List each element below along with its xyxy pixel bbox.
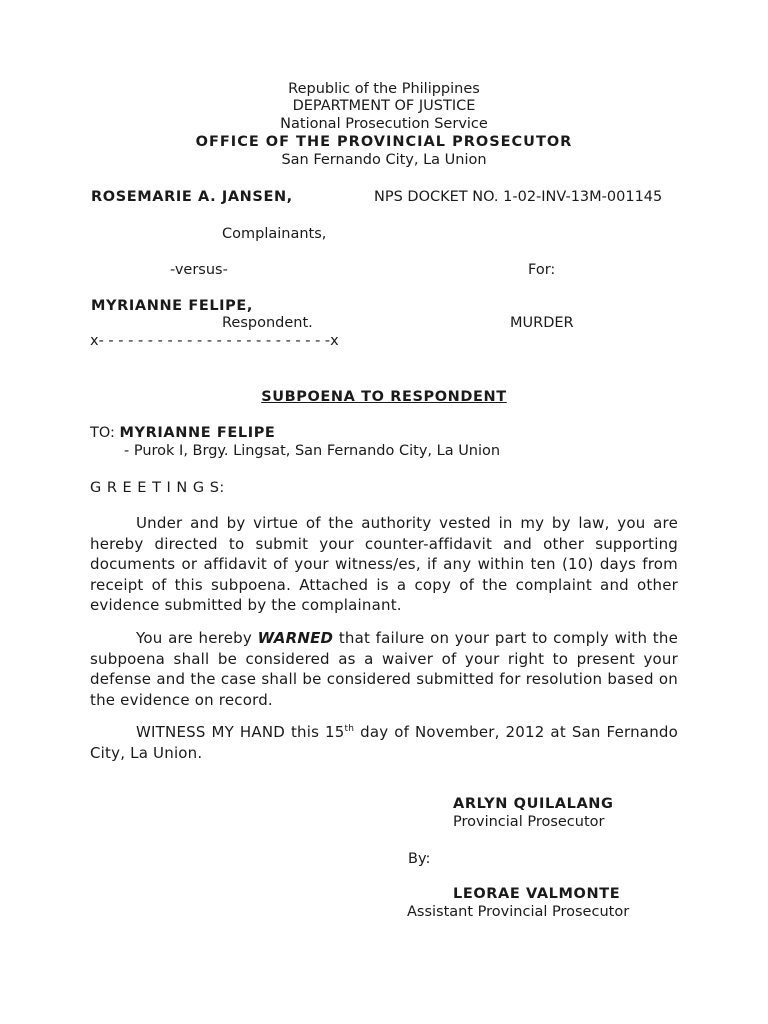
- body-paragraph-1: [90, 513, 678, 616]
- addressee-address: - Purok I, Brgy. Lingsat, San Fernando City, La Union: [124, 443, 501, 459]
- offense-label: MURDER: [510, 315, 574, 331]
- paragraph-2-text-b: that failure on your part to comply with the subpoena shall be considered as a waiver of your right to present your defense and the case shall be considered submitted for resolution based on the evidence on record.: [90, 629, 679, 709]
- body-paragraph-3: [90, 722, 678, 763]
- versus-label: -versus-: [170, 262, 228, 278]
- paragraph-3-text-a: WITNESS MY HAND this 15: [136, 723, 345, 741]
- header-department: DEPARTMENT OF JUSTICE: [292, 98, 476, 114]
- warned-emphasis: WARNED: [257, 629, 334, 647]
- complainant-name: ROSEMARIE A. JANSEN,: [91, 189, 293, 205]
- greetings: G R E E T I N G S:: [90, 480, 225, 496]
- for-label: For:: [528, 262, 556, 278]
- body-paragraph-2: [90, 628, 678, 710]
- docket-number: NPS DOCKET NO. 1-02-INV-13M-001145: [374, 189, 663, 205]
- complainants-label: Complainants,: [222, 226, 327, 242]
- paragraph-2-text-a: You are hereby: [136, 629, 252, 647]
- header-service: National Prosecution Service: [280, 116, 488, 132]
- respondent-name: MYRIANNE FELIPE,: [91, 298, 254, 314]
- paragraph-3-text-b: day of November, 2012 at San Fernando City, La Union.: [90, 723, 679, 762]
- header-city: San Fernando City, La Union: [281, 152, 487, 168]
- ordinal-suffix: th: [344, 724, 355, 734]
- signer-2-title: Assistant Provincial Prosecutor: [407, 904, 630, 920]
- document-title: SUBPOENA TO RESPONDENT: [261, 389, 507, 405]
- addressee-name: MYRIANNE FELIPE: [119, 425, 276, 441]
- header-republic: Republic of the Philippines: [288, 81, 480, 97]
- caption-separator: x- - - - - - - - - - - - - - - - - - - - - - - -x: [90, 333, 339, 349]
- to-label: TO:: [90, 425, 115, 441]
- respondent-label: Respondent.: [222, 315, 313, 331]
- header-office: OFFICE OF THE PROVINCIAL PROSECUTOR: [195, 134, 573, 150]
- signer-1-title: Provincial Prosecutor: [453, 814, 605, 830]
- signer-2-name: LEORAE VALMONTE: [453, 886, 621, 902]
- by-label: By:: [408, 851, 431, 867]
- signer-1-name: ARLYN QUILALANG: [453, 796, 614, 812]
- paragraph-1-text: Under and by virtue of the authority vested in my by law, you are hereby directed to submit your counter-affidavit and other supporting documents or affidavit of your witness/es, if any within ten (10) days from receipt of this subpoena. Attached is a copy of the complaint and other evidence submitted by the complainant.: [90, 514, 678, 615]
- addressee-line: [90, 424, 275, 442]
